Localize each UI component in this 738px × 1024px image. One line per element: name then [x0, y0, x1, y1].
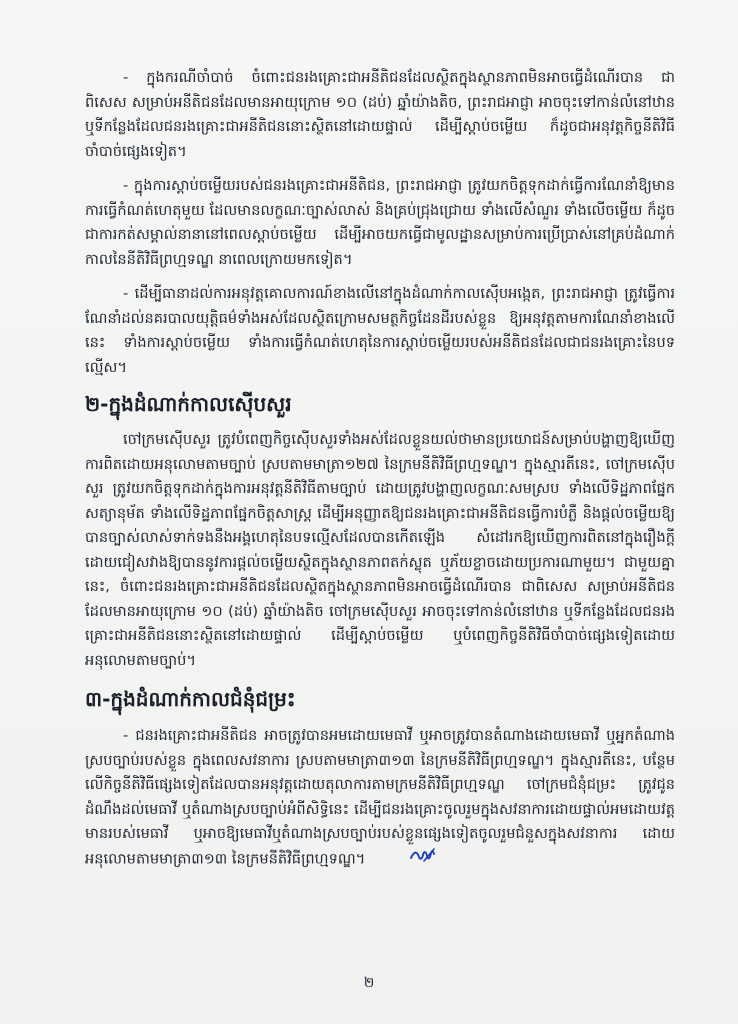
- paragraph-4: ចៅក្រមស៊ើបសួរ ត្រូវបំពេញកិច្ចស៊ើបសួរទាំងអស់ដែលខ្លួនយល់ថាមានប្រយោជន៍សម្រាប់បង្ហាញឱ្យឃើញការពិតដោយអនុលោមតាមច្បាប់ ស្របតាមមាត្រា១២៧ នៃក្រមនីតិវិធីព្រហ្មទណ្ឌ។ ក្នុងស្មារតីនេះ, ចៅក្រមស៊ើបសួរ ត្រូវយកចិត្តទុកដាក់ក្នុងការអនុវត្តនីតិវិធីតាមច្បាប់ ដោយត្រូវបង្ហាញលក្ខណៈសមស្រប ទាំងលើទិដ្ឋភាពផ្នែកសត្យានុម័ត ទាំងលើទិដ្ឋភាពផ្នែកចិត្តសាស្ត្រ ដើម្បីអនុញ្ញាតឱ្យជនរងគ្រោះជាអនីតិជនធ្វើការបំភ្លឺ និងផ្ដល់ចម្លើយឱ្យបានច្បាស់លាស់ទាក់ទងនឹងអង្គហេតុនៃបទល្មើសដែលបានកើតឡើង សំដៅរកឱ្យឃើញការពិតនៅក្នុងរឿងក្ដី ដោយជៀសវាងឱ្យបាននូវការផ្ដល់ចម្លើយស្ថិតក្នុងស្ថានភាពតក់ស្លុត ឬភ័យខ្លាចដោយប្រការណាមួយ។ ជាមួយគ្នានេះ, ចំពោះជនរងគ្រោះជាអនីតិជនដែលស្ថិតក្នុងស្ថានភាពមិនអាចធ្វើដំណើរបាន ជាពិសេស សម្រាប់អនីតិជនដែលមានអាយុក្រោម ១០ (ដប់) ឆ្នាំយ៉ាងតិច ចៅក្រមស៊ើបសួរ អាចចុះទៅកាន់លំនៅឋាន ឬទីកន្លែងដែលជនរងគ្រោះជាអនីតិជននោះស្ថិតនៅដោយផ្ទាល់ ដើម្បីស្ដាប់ចម្លើយ ឬបំពេញកិច្ចនីតិវិធីចាំបាច់ផ្សេងទៀតដោយអនុលោមតាមច្បាប់។: [85, 431, 675, 669]
- section-heading-trial: ៣-ក្នុងដំណាក់កាលជំនុំជម្រះ: [85, 687, 296, 711]
- signature-icon: [372, 847, 436, 872]
- paragraph-1: - ក្នុងករណីចាំបាច់ ចំពោះជនរងគ្រោះជាអនីតិជនដែលស្ថិតក្នុងស្ថានភាពមិនអាចធ្វើដំណើរបាន ជាពិសេស សម្រាប់អនីតិជនដែលមានអាយុក្រោម ១០ (ដប់) ឆ្នាំយ៉ាងតិច, ព្រះរាជអាជ្ញា អាចចុះទៅកាន់លំនៅឋាន ឬទីកន្លែងដែលជនរងគ្រោះជាអនីតិជននោះស្ថិតនៅដោយផ្ទាល់ ដើម្បីស្ដាប់ចម្លើយ ក៏ដូចជាអនុវត្តកិច្ចនីតិវិធីចាំបាច់ផ្សេងទៀត។: [85, 69, 675, 160]
- section-heading-investigation: ២-ក្នុងដំណាក់កាលស៊ើបសួរ: [85, 392, 292, 416]
- paragraph-3: - ដើម្បីធានាដល់ការអនុវត្តគោលការណ៍ខាងលើនៅក្នុងដំណាក់កាលស៊ើបអង្កេត, ព្រះរាជអាជ្ញា ត្រូវធ្វើការណែនាំដល់នគរបាលយុត្តិធម៌ទាំងអស់ដែលស្ថិតក្រោមសមត្ថកិច្ចដែនដីរបស់ខ្លួន ឱ្យអនុវត្តតាមការណែនាំខាងលើនេះ ទាំងការស្ដាប់ចម្លើយ ទាំងការធ្វើកំណត់ហេតុនៃការស្ដាប់ចម្លើយរបស់អនីតិជនដែលជាជនរងគ្រោះនៃបទល្មើស។: [85, 285, 675, 376]
- paragraph-5-text: - ជនរងគ្រោះជាអនីតិជន អាចត្រូវបានអមដោយមេធាវី ឬអាចត្រូវបានតំណាងដោយមេធាវី ឬអ្នកតំណាងស្របច្បាប់របស់ខ្លួន ក្នុងពេលសវនាការ ស្របតាមមាត្រា៣១៣ នៃក្រមនីតិវិធីព្រហ្មទណ្ឌ។ ក្នុងស្មារតីនេះ, បន្ថែមលើកិច្ចនីតិវិធីផ្សេងទៀតដែលបានអនុវត្តដោយតុលាការតាមក្រមនីតិវិធីព្រហ្មទណ្ឌ ចៅក្រមជំនុំជម្រះ ត្រូវជូនដំណឹងដល់មេធាវី ឬតំណាងស្របច្បាប់អំពីសិទ្ធិនេះ ដើម្បីជនរងគ្រោះចូលរួមក្នុងសវនាការដោយផ្ទាល់អមដោយវត្តមានរបស់មេធាវី ឬអាចឱ្យមេធាវីឬតំណាងស្របច្បាប់របស់ខ្លួនផ្សេងទៀតចូលរួមជំនួសក្នុងសវនាការ ដោយអនុលោមតាមមាត្រា៣១៣ នៃក្រមនីតិវិធីព្រហ្មទណ្ឌ។: [85, 727, 675, 867]
- paragraph-2: - ក្នុងការស្ដាប់ចម្លើយរបស់ជនរងគ្រោះជាអនីតិជន, ព្រះរាជអាជ្ញា ត្រូវយកចិត្តទុកដាក់ធ្វើការណែនាំឱ្យមានការធ្វើកំណត់ហេតុមួយ ដែលមានលក្ខណៈច្បាស់លាស់ និងគ្រប់ជ្រុងជ្រោយ ទាំងលើសំណួរ ទាំងលើចម្លើយ ក៏ដូចជាការកត់សម្គាល់នានានៅពេលស្ដាប់ចម្លើយ ដើម្បីអាចយកធ្វើជាមូលដ្ឋានសម្រាប់ការប្រើប្រាស់នៅគ្រប់ដំណាក់កាលនៃនីតិវិធីព្រហ្មទណ្ឌ នាពេលក្រោយមកទៀត។: [85, 177, 675, 268]
- page-content: [85, 66, 675, 871]
- paragraph-5: [85, 724, 675, 871]
- page-number: ២: [363, 975, 375, 991]
